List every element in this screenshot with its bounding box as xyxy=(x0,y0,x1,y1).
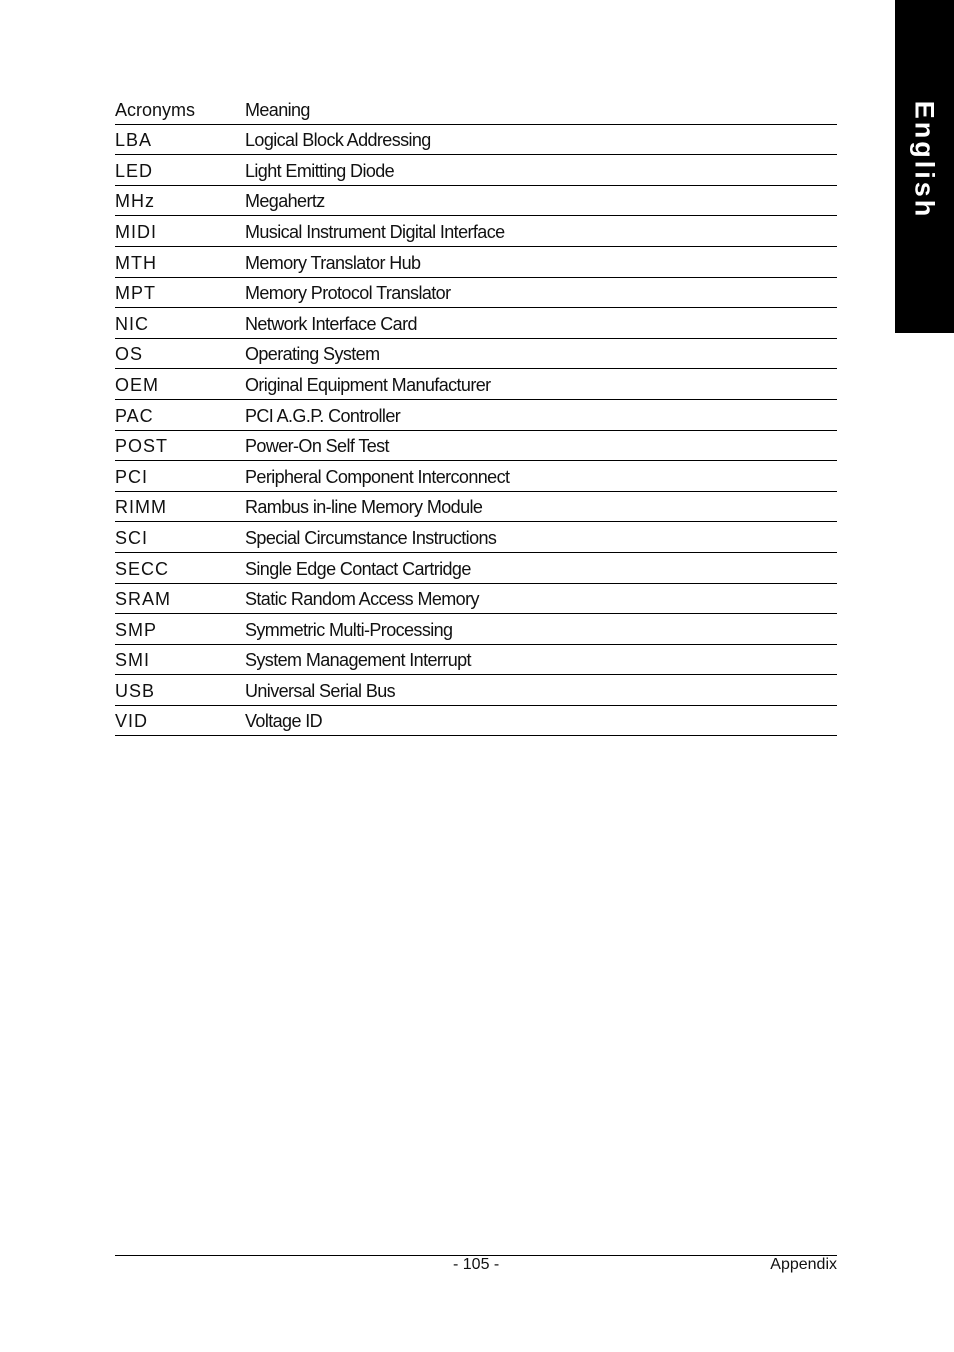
meaning-cell: Static Random Access Memory xyxy=(245,589,479,610)
acronym-cell: PCI xyxy=(115,466,149,487)
table-row xyxy=(115,186,837,217)
acronym-cell: NIC xyxy=(115,313,149,334)
table-row xyxy=(115,675,837,706)
acronym-cell: SECC xyxy=(115,558,170,579)
table-row xyxy=(115,645,837,676)
acronym-cell: MTH xyxy=(115,252,157,273)
acronym-cell: OEM xyxy=(115,374,160,395)
meaning-cell: Logical Block Addressing xyxy=(245,130,431,151)
table-row xyxy=(115,492,837,523)
language-tab xyxy=(895,0,954,333)
meaning-cell: Symmetric Multi-Processing xyxy=(245,619,453,640)
table-row xyxy=(115,553,837,584)
table-row xyxy=(115,125,837,156)
meaning-cell: Single Edge Contact Cartridge xyxy=(245,558,471,579)
table-row xyxy=(115,155,837,186)
footer-section-title: Appendix xyxy=(770,1256,837,1273)
acronym-cell: VID xyxy=(115,711,149,732)
table-row xyxy=(115,247,837,278)
acronym-cell: POST xyxy=(115,436,169,457)
acronym-cell: MPT xyxy=(115,283,156,304)
meaning-cell: Light Emitting Diode xyxy=(245,160,395,181)
acronym-cell: SCI xyxy=(115,527,149,548)
acronym-cell: SMI xyxy=(115,650,151,671)
acronym-cell: PAC xyxy=(115,405,154,426)
table-row xyxy=(115,461,837,492)
meaning-cell: Operating System xyxy=(245,344,380,365)
acronym-cell: LBA xyxy=(115,130,153,151)
table-row xyxy=(115,522,837,553)
acronym-cell: MHz xyxy=(115,191,155,212)
table-body xyxy=(115,125,837,737)
header-acronyms: Acronyms xyxy=(115,99,196,120)
acronym-cell: RIMM xyxy=(115,497,167,518)
acronym-cell: USB xyxy=(115,680,156,701)
meaning-cell: Memory Translator Hub xyxy=(245,252,421,273)
table-row xyxy=(115,706,837,737)
meaning-cell: Power-On Self Test xyxy=(245,436,389,457)
table-header-row xyxy=(115,94,837,125)
header-meaning: Meaning xyxy=(245,99,310,120)
table-row xyxy=(115,584,837,615)
meaning-cell: Original Equipment Manufacturer xyxy=(245,374,491,395)
language-tab-label: English xyxy=(909,100,940,220)
acronym-cell: MIDI xyxy=(115,221,157,242)
meaning-cell: PCI A.G.P. Controller xyxy=(245,405,401,426)
meaning-cell: Rambus in-line Memory Module xyxy=(245,497,483,518)
table-row xyxy=(115,431,837,462)
acronym-table xyxy=(115,94,837,736)
acronym-cell: SRAM xyxy=(115,589,172,610)
table-row xyxy=(115,400,837,431)
meaning-cell: Megahertz xyxy=(245,191,325,212)
meaning-cell: Universal Serial Bus xyxy=(245,680,396,701)
meaning-cell: Musical Instrument Digital Interface xyxy=(245,221,505,242)
table-row xyxy=(115,339,837,370)
acronym-cell: SMP xyxy=(115,619,158,640)
meaning-cell: Network Interface Card xyxy=(245,313,417,334)
acronym-cell: OS xyxy=(115,344,144,365)
page-number: - 105 - xyxy=(453,1256,500,1273)
meaning-cell: Special Circumstance Instructions xyxy=(245,527,497,548)
meaning-cell: Memory Protocol Translator xyxy=(245,283,451,304)
meaning-cell: Peripheral Component Interconnect xyxy=(245,466,510,487)
table-row xyxy=(115,308,837,339)
table-row xyxy=(115,614,837,645)
table-row xyxy=(115,278,837,309)
acronym-cell: LED xyxy=(115,160,154,181)
meaning-cell: System Management Interrupt xyxy=(245,650,471,671)
meaning-cell: Voltage ID xyxy=(245,711,323,732)
table-row xyxy=(115,369,837,400)
table-row xyxy=(115,216,837,247)
